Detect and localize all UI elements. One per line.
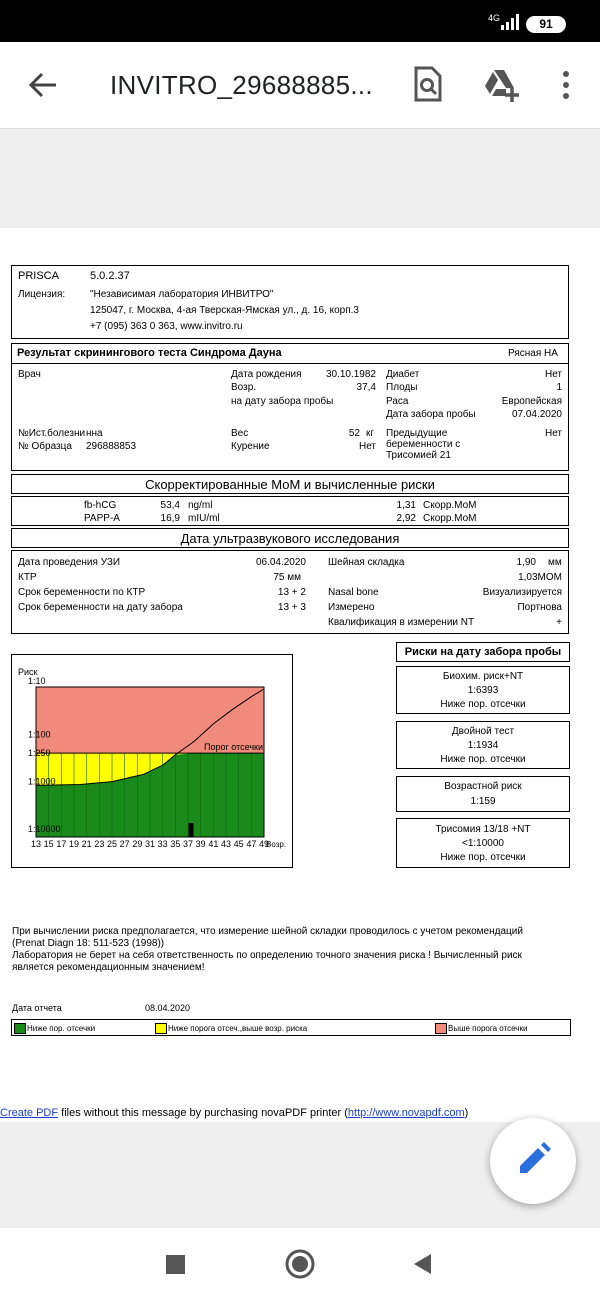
risk-chart-frame (11, 654, 293, 868)
risk-box-note: Ниже пор. отсечки (440, 754, 526, 765)
x-tick-label: 43 (220, 839, 232, 849)
novapdf-link[interactable]: http://www.novapdf.com (347, 1107, 465, 1119)
ktr-label: КТР (18, 572, 37, 583)
fetuses-value: 1 (556, 382, 562, 393)
nt-mom: 1,03МОМ (518, 572, 562, 583)
risk-box (396, 818, 570, 868)
mom-row-name: PAPP-A (84, 513, 120, 524)
risk-box (396, 666, 570, 714)
qual-label: Квалификация в измерении NT (328, 617, 475, 628)
risk-box (396, 721, 570, 769)
x-tick-label: 23 (94, 839, 105, 849)
sample-label: № Образца (18, 441, 72, 452)
birth-value: 30.10.1982 (325, 369, 376, 380)
y-tick-label: 1:250 (28, 748, 51, 759)
us-title: Дата ультразвукового исследования (180, 531, 400, 546)
risk-box-name: Биохим. риск+NT (442, 671, 524, 682)
mom-table (11, 496, 569, 526)
y-tick-label: 1:10 (28, 676, 46, 686)
note-line: (Prenat Diagn 18: 511-523 (1998)) (12, 938, 165, 949)
smoking-value: Нет (358, 441, 376, 452)
legend-swatch-red (435, 1023, 447, 1034)
more-vert-icon[interactable] (556, 70, 576, 100)
nt-label: Шейная складка (328, 557, 405, 568)
license-address: 125047, г. Москва, 4-ая Тверская-Ямская ул., д. 16, корп.3 (90, 305, 359, 316)
home-button[interactable] (284, 1248, 316, 1280)
legend-swatch-yellow (155, 1023, 167, 1034)
mom-row-mom: 2,92 (396, 513, 416, 524)
risk-chart (12, 655, 292, 867)
nt-unit: мм (548, 557, 562, 568)
note-line: является рекомендационным значением! (12, 962, 205, 973)
document-title: INVITRO_29688885... (110, 70, 373, 100)
measured-label: Измерено (328, 602, 375, 613)
risks-title-box (396, 642, 570, 662)
legend-swatch-green (14, 1023, 26, 1034)
prev-label-3: Трисомией 21 (386, 450, 451, 461)
risk-box-value: 1:1934 (467, 740, 499, 751)
legend-label: Ниже порога отсеч.,выше возр. риска (168, 1024, 308, 1033)
age-value: 37,4 (356, 382, 376, 393)
mom-row-unit: mIU/ml (188, 513, 220, 524)
x-tick-label: 49 (258, 839, 270, 849)
x-tick-label: 15 (43, 839, 54, 849)
back-nav-button[interactable] (412, 1253, 432, 1275)
us-date-label: Дата проведения УЗИ (18, 557, 121, 568)
area-below-cutoff-right (194, 753, 264, 837)
note-line: Лаборатория не берет на себя ответственность по определению точного значения риска ! Вычисленный риск (12, 950, 522, 961)
measured-value: Портнова (517, 602, 562, 613)
x-axis-label: Возр. (266, 840, 287, 849)
mom-row-value: 16,9 (160, 513, 180, 524)
system-nav-bar (0, 1228, 600, 1299)
smoking-label: Курение (231, 441, 270, 452)
y-tick-label: 1:1000 (28, 776, 56, 787)
doctor-label: Врач (18, 369, 41, 380)
x-tick-label: 13 (30, 839, 42, 849)
pdf-page (0, 228, 600, 1122)
pdf-footer (0, 1108, 468, 1119)
x-tick-label: 47 (246, 839, 257, 849)
mom-row-mom-label: Скорр.МоМ (423, 500, 477, 511)
term-sample-value: 13 + 3 (277, 602, 306, 613)
y-axis-label: Риск (18, 667, 38, 677)
license-name: "Независимая лаборатория ИНВИТРО" (90, 289, 274, 300)
x-tick-label: 19 (68, 839, 80, 849)
x-tick-label: 27 (119, 839, 130, 849)
x-tick-label: 29 (132, 839, 143, 849)
nt-value: 1,90 (516, 557, 536, 568)
sample-value: 296888853 (86, 441, 137, 452)
mom-row-unit: ng/ml (188, 500, 213, 511)
x-tick-label: 41 (208, 839, 219, 849)
mom-title-box (11, 474, 569, 494)
risk-box-name: Двойной тест (451, 726, 515, 737)
race-label: Раса (386, 396, 409, 407)
pencil-icon (490, 1118, 576, 1204)
prisca-label: PRISCA (18, 270, 59, 282)
signal-icon (500, 14, 520, 30)
x-tick-label: 21 (81, 839, 92, 849)
risk-box (396, 776, 570, 812)
mom-row-mom-label: Скорр.МоМ (423, 513, 477, 524)
prisca-header (11, 265, 569, 339)
y-tick-label: 1:10000 (28, 824, 61, 834)
create-pdf-link[interactable]: Create PDF (0, 1107, 59, 1119)
age-note: на дату забора пробы (231, 396, 334, 407)
history-label: №Ист.болезни (18, 428, 86, 439)
status-time: 14:35 (36, 9, 88, 31)
x-tick-label: 25 (106, 839, 118, 849)
legend (11, 1019, 571, 1036)
x-tick-label: 39 (195, 839, 206, 849)
mom-row-value: 53,4 (160, 500, 180, 511)
prev-value: Нет (544, 428, 562, 439)
y-tick-label: 1:100 (28, 729, 51, 740)
drive-add-icon[interactable] (484, 68, 520, 102)
weight-value: 52 (348, 428, 360, 439)
x-tick-label: 35 (170, 839, 181, 849)
fetuses-label: Плоды (386, 382, 418, 393)
find-in-page-icon[interactable] (412, 66, 444, 102)
prev-label-2: беременности с (386, 439, 461, 450)
report-date-value: 08.04.2020 (145, 1003, 191, 1013)
mom-title: Скорректированные МоМ и вычисленные риски (145, 477, 435, 492)
battery-icon: 91 (526, 16, 566, 33)
ktr-value: 75 мм (273, 572, 301, 583)
patient-marker (189, 823, 194, 837)
legend-label: Выше порога отсечки (448, 1024, 528, 1033)
risk-box-name: Трисомия 13/18 +NT (435, 824, 531, 835)
term-sample-label: Срок беременности на дату забора (18, 602, 183, 613)
risk-box-value: 1:6393 (467, 685, 499, 696)
cutoff-label: Порог отсечки (204, 742, 263, 753)
report-date-label: Дата отчета (12, 1003, 62, 1013)
x-tick-label: 17 (56, 839, 67, 849)
risk-box-note: Ниже пор. отсечки (440, 699, 526, 710)
nasal-value: Визуализируется (482, 587, 562, 598)
risks-title: Риски на дату забора пробы (404, 646, 562, 658)
legend-label: Ниже пор. отсечки (27, 1024, 96, 1033)
nasal-label: Nasal bone (328, 587, 379, 598)
x-tick-label: 45 (233, 839, 244, 849)
weight-label: Вес (231, 428, 249, 439)
prev-label-1: Предыдущие (386, 428, 448, 439)
recents-button[interactable] (166, 1255, 185, 1274)
history-suffix: нна (86, 428, 103, 439)
x-tick-label: 37 (182, 839, 194, 849)
term-ktr-value: 13 + 2 (277, 587, 306, 598)
mom-row-mom: 1,31 (396, 500, 416, 511)
race-value: Европейская (501, 396, 562, 407)
age-label: Возр. (231, 382, 257, 393)
x-tick-label: 31 (144, 839, 156, 849)
result-box (11, 343, 569, 471)
qual-value: + (556, 617, 562, 628)
back-arrow-icon[interactable] (26, 68, 60, 102)
x-tick-label: 33 (157, 839, 168, 849)
mom-row-name: fb-hCG (84, 500, 117, 511)
patient-name: Рясная НА (508, 348, 558, 359)
diabetes-label: Диабет (386, 369, 420, 380)
sample-date-label: Дата забора пробы (386, 409, 476, 420)
edit-fab-button[interactable] (490, 1118, 576, 1204)
ultrasound-box (11, 550, 569, 634)
risk-box-value: <1:10000 (462, 838, 504, 849)
term-ktr-label: Срок беременности по КТР (18, 587, 146, 598)
license-label: Лицензия: (18, 289, 66, 300)
sample-date-value: 07.04.2020 (511, 409, 562, 420)
risk-box-name: Возрастной риск (444, 781, 522, 792)
risk-box-value: 1:159 (470, 796, 496, 807)
result-title: Результат скринингового теста Синдрома Дауна (17, 348, 282, 359)
risk-box-note: Ниже пор. отсечки (440, 852, 526, 863)
birth-label: Дата рождения (231, 369, 302, 380)
weight-unit: кг (366, 428, 375, 439)
license-phone: +7 (095) 363 0 363, www.invitro.ru (90, 321, 243, 332)
diabetes-value: Нет (544, 369, 562, 380)
footer-text: files without this message by purchasing novaPDF printer ( (58, 1107, 348, 1119)
network-label: 4G (488, 13, 501, 23)
footer-end: ) (464, 1107, 469, 1119)
us-title-box (11, 528, 569, 548)
note-line: При вычислении риска предполагается, что измерение шейной складки проводилось с учетом рекомендаций (12, 926, 523, 937)
prisca-version: 5.0.2.37 (90, 270, 130, 282)
us-date-value: 06.04.2020 (255, 557, 306, 568)
